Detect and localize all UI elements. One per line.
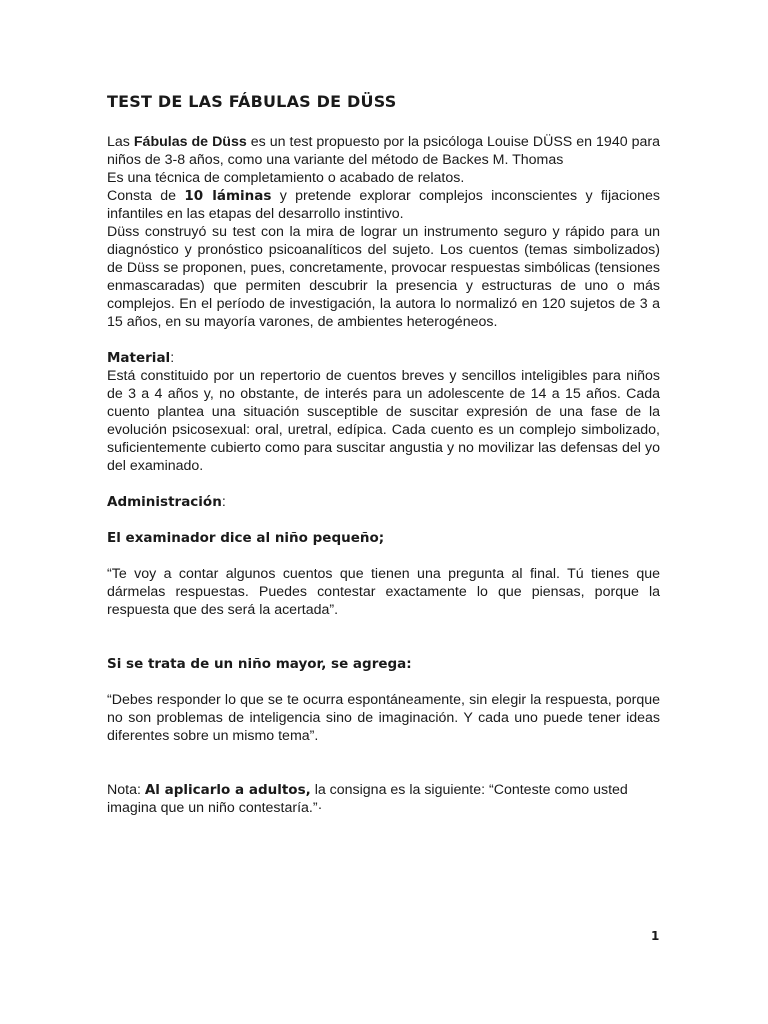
small-child-heading: El examinador dice al niño pequeño; [107,530,385,546]
page-title: TEST DE LAS FÁBULAS DE DÜSS [107,92,397,111]
small-child-quote: “Te voy a contar algunos cuentos que tienen una pregunta al final. Tú tienes que dármelas respuestas. Puedes contestar exactamente lo que piensas, porque la respuesta que des será la acertada”. [107,566,660,618]
material-paragraph: Está constituido por un repertorio de cuentos breves y sencillos inteligibles para niños de 3 a 4 años y, no obstante, de interés para un adolescente de 14 a 15 años. Cada cuento plantea una situación susceptible de suscitar expresión de una fase de la evolución psicosexual: oral, uretral, edípica. Cada cuento es un complejo simbolizado, suficientemente cubierto como para suscitar angustia y no movilizar las defensas del yo del examinado. [107,368,660,474]
older-child-quote: “Debes responder lo que se te ocurra espontáneamente, sin elegir la respuesta, porque no son problemas de inteligencia sino de imaginación. Y cada uno puede tener ideas diferentes sobre un mismo tema”. [107,692,660,744]
spacer [107,673,660,691]
material-heading: Material [107,350,171,366]
spacer [107,547,660,565]
laminas-bold-term: 10 láminas [184,188,272,204]
material-heading-line: Material: [107,350,175,366]
intro-paragraph-2: Es una técnica de completamiento o acabado de relatos. [107,170,465,186]
administracion-heading: Administración [107,494,222,510]
intro-paragraph-4: Düss construyó su test con la mira de lograr un instrumento seguro y rápido para un diagnóstico y pronóstico psicoanalíticos del sujeto. Los cuentos (temas simbolizados) de Düss se proponen, pues, concretamente, provocar respuestas simbólicas (tensiones enmascaradas) que permiten descubrir la presencia y estructuras de uno o más complejos. En el período de investigación, la autora lo normalizó en 120 sujetos de 3 a 15 años, en su mayoría varones, de ambientes heterogéneos. [107,224,660,330]
document-body [107,93,660,817]
older-child-heading: Si se trata de un niño mayor, se agrega: [107,656,412,672]
fabulas-bold-term: Fábulas de Düss [133,134,247,150]
spacer [107,511,660,529]
intro-paragraph-3: Consta de 10 láminas y pretende explorar complejos inconscientes y fijaciones infantiles en las etapas del desarrollo instintivo. [107,188,660,222]
note-line-1: Nota: Al aplicarlo a adultos, la consigna es la siguiente: “Conteste como usted [107,782,628,798]
spacer [107,331,660,349]
spacer [107,619,660,655]
note-line-2: imagina que un niño contestaría.”· [107,800,323,816]
spacer [107,745,660,781]
intro-paragraph-1: Las Fábulas de Düss es un test propuesto por la psicóloga Louise DÜSS en 1940 para niños de 3-8 años, como una variante del método de Backes M. Thomas [107,134,660,168]
page-number: 1 [651,929,660,943]
spacer [107,475,660,493]
note-bold-phrase: Al aplicarlo a adultos, [144,782,311,798]
administracion-heading-line: Administración: [107,494,226,510]
